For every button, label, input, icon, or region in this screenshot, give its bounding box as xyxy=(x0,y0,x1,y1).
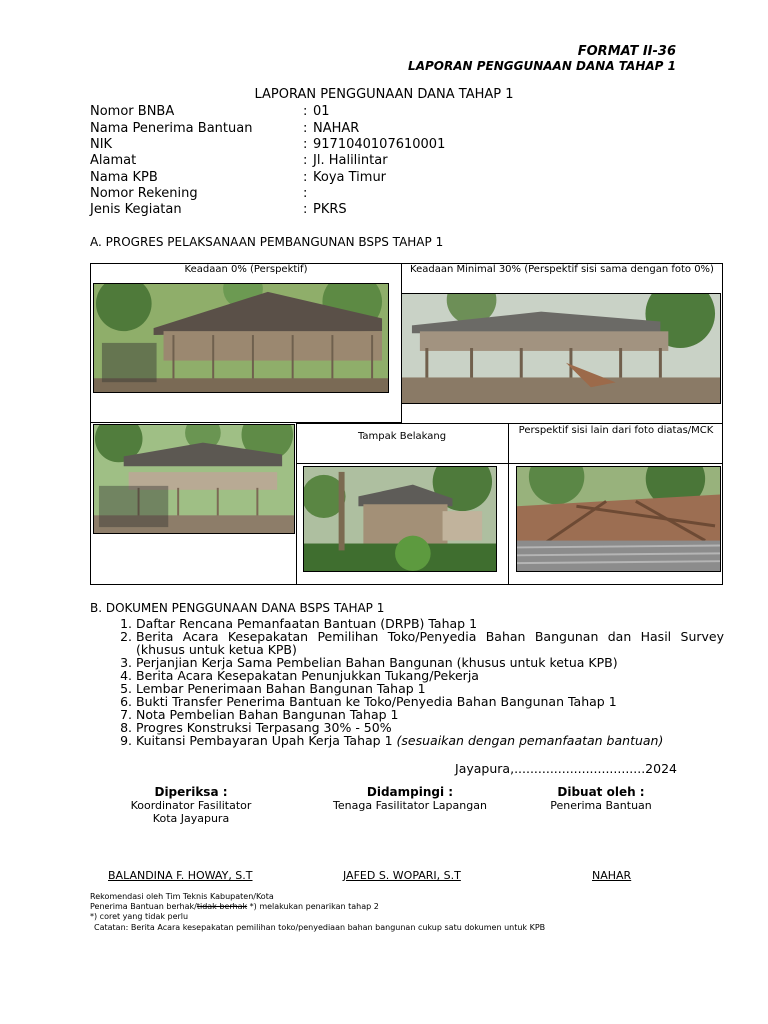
photo-house-0-percent xyxy=(93,283,389,393)
caption-30-percent: Keadaan Minimal 30% (Perspektif sisi sama dengan foto 0%) xyxy=(410,264,714,275)
photo-house-30-percent xyxy=(401,293,721,404)
signature-role: Tenaga Fasilitator Lapangan xyxy=(333,799,487,812)
info-value: 01 xyxy=(313,104,330,119)
footer-catatan: Catatan: Berita Acara kesepakatan pemilihan toko/penyediaan bahan bangunan cukup satu dokumen untuk KPB xyxy=(94,923,546,932)
footer-recommendation: Rekomendasi oleh Tim Teknis Kabupaten/Kota xyxy=(90,892,274,901)
info-label: Nomor BNBA xyxy=(90,104,175,119)
list-item: 5. Lembar Penerimaan Bahan Bangunan Tahap 1 xyxy=(136,682,724,695)
photo-back-view xyxy=(303,466,497,572)
info-value: Koya Timur xyxy=(313,170,387,185)
list-item: 8. Progres Konstruksi Terpasang 30% - 50% xyxy=(136,721,724,734)
signature-role: Kota Jayapura xyxy=(152,812,230,825)
footer-text: Penerima Bantuan berhak/ xyxy=(90,902,197,911)
info-label: Alamat xyxy=(90,153,137,168)
list-item: 4. Berita Acara Kesepakatan Penunjukkan Tukang/Pekerja xyxy=(136,669,724,682)
signer-name-facilitator: JAFED S. WOPARI, S.T xyxy=(343,869,461,882)
info-label: NIK xyxy=(90,137,113,152)
cell-divider xyxy=(296,423,297,585)
signature-assisted xyxy=(312,786,508,812)
info-value: PKRS xyxy=(313,202,347,217)
list-item: 7. Nota Pembelian Bahan Bangunan Tahap 1 xyxy=(136,708,724,721)
footer-note: *) coret yang tidak perlu xyxy=(90,912,189,921)
place-date: Jayapura,.................................2024 xyxy=(455,761,677,776)
signer-name-recipient: NAHAR xyxy=(592,869,632,882)
list-item: 6. Bukti Transfer Penerima Bantuan ke Toko/Penyedia Bahan Bangunan Tahap 1 xyxy=(136,695,724,708)
info-value: Jl. Halilintar xyxy=(313,153,388,168)
info-label: Nama Penerima Bantuan xyxy=(90,121,253,136)
signature-heading: Dibuat oleh : xyxy=(557,785,645,799)
list-item: 3. Perjanjian Kerja Sama Pembelian Bahan Bangunan (khusus untuk ketua KPB) xyxy=(136,656,724,669)
footer-eligibility xyxy=(90,902,379,912)
signature-heading: Didampingi : xyxy=(366,785,454,799)
caption-back-view: Tampak Belakang xyxy=(357,431,447,442)
info-label: Jenis Kegiatan xyxy=(90,202,182,217)
signature-heading: Diperiksa : xyxy=(154,785,228,799)
signature-made xyxy=(540,786,662,812)
caption-0-percent: Keadaan 0% (Perspektif) xyxy=(184,264,308,275)
cell-divider xyxy=(296,463,723,464)
footer-strikethrough: tidak berhak xyxy=(196,902,248,911)
info-label: Nama KPB xyxy=(90,170,158,185)
list-item-note: (sesuaikan dengan pemanfaatan bantuan) xyxy=(396,733,664,748)
signature-role: Koordinator Fasilitator xyxy=(130,799,252,812)
cell-divider xyxy=(508,423,509,585)
footer-text: *) melakukan penarikan tahap 2 xyxy=(247,902,379,911)
page-title: LAPORAN PENGGUNAAN DANA TAHAP 1 xyxy=(254,87,514,102)
format-title: LAPORAN PENGGUNAAN DANA TAHAP 1 xyxy=(408,59,676,73)
list-item: 1. Daftar Rencana Pemanfaatan Bantuan (DRPB) Tahap 1 xyxy=(136,617,724,630)
photo-house-side xyxy=(93,424,295,534)
section-b-heading: B. DOKUMEN PENGGUNAAN DANA BSPS TAHAP 1 xyxy=(90,601,385,615)
list-item: 2. Berita Acara Kesepakatan Pemilihan Toko/Penyedia Bahan Bangunan dan Hasil Survey (khusus untuk ketua KPB) xyxy=(136,630,724,656)
list-item-text: Kuitansi Pembayaran Upah Kerja Tahap 1 xyxy=(136,733,397,748)
caption-other-side: Perspektif sisi lain dari foto diatas/MCK xyxy=(518,425,714,436)
info-value: 9171040107610001 xyxy=(313,137,446,152)
signature-role: Penerima Bantuan xyxy=(550,799,652,812)
section-a-heading: A. PROGRES PELAKSANAAN PEMBANGUNAN BSPS TAHAP 1 xyxy=(90,235,444,249)
format-code: FORMAT II-36 xyxy=(577,44,676,59)
document-list xyxy=(90,617,724,747)
list-item xyxy=(136,734,724,747)
signer-name-coordinator: BALANDINA F. HOWAY, S.T xyxy=(108,869,253,882)
photo-construction xyxy=(516,466,721,572)
info-value: NAHAR xyxy=(313,121,360,136)
signature-checked xyxy=(110,786,272,825)
info-label: Nomor Rekening xyxy=(90,186,198,201)
